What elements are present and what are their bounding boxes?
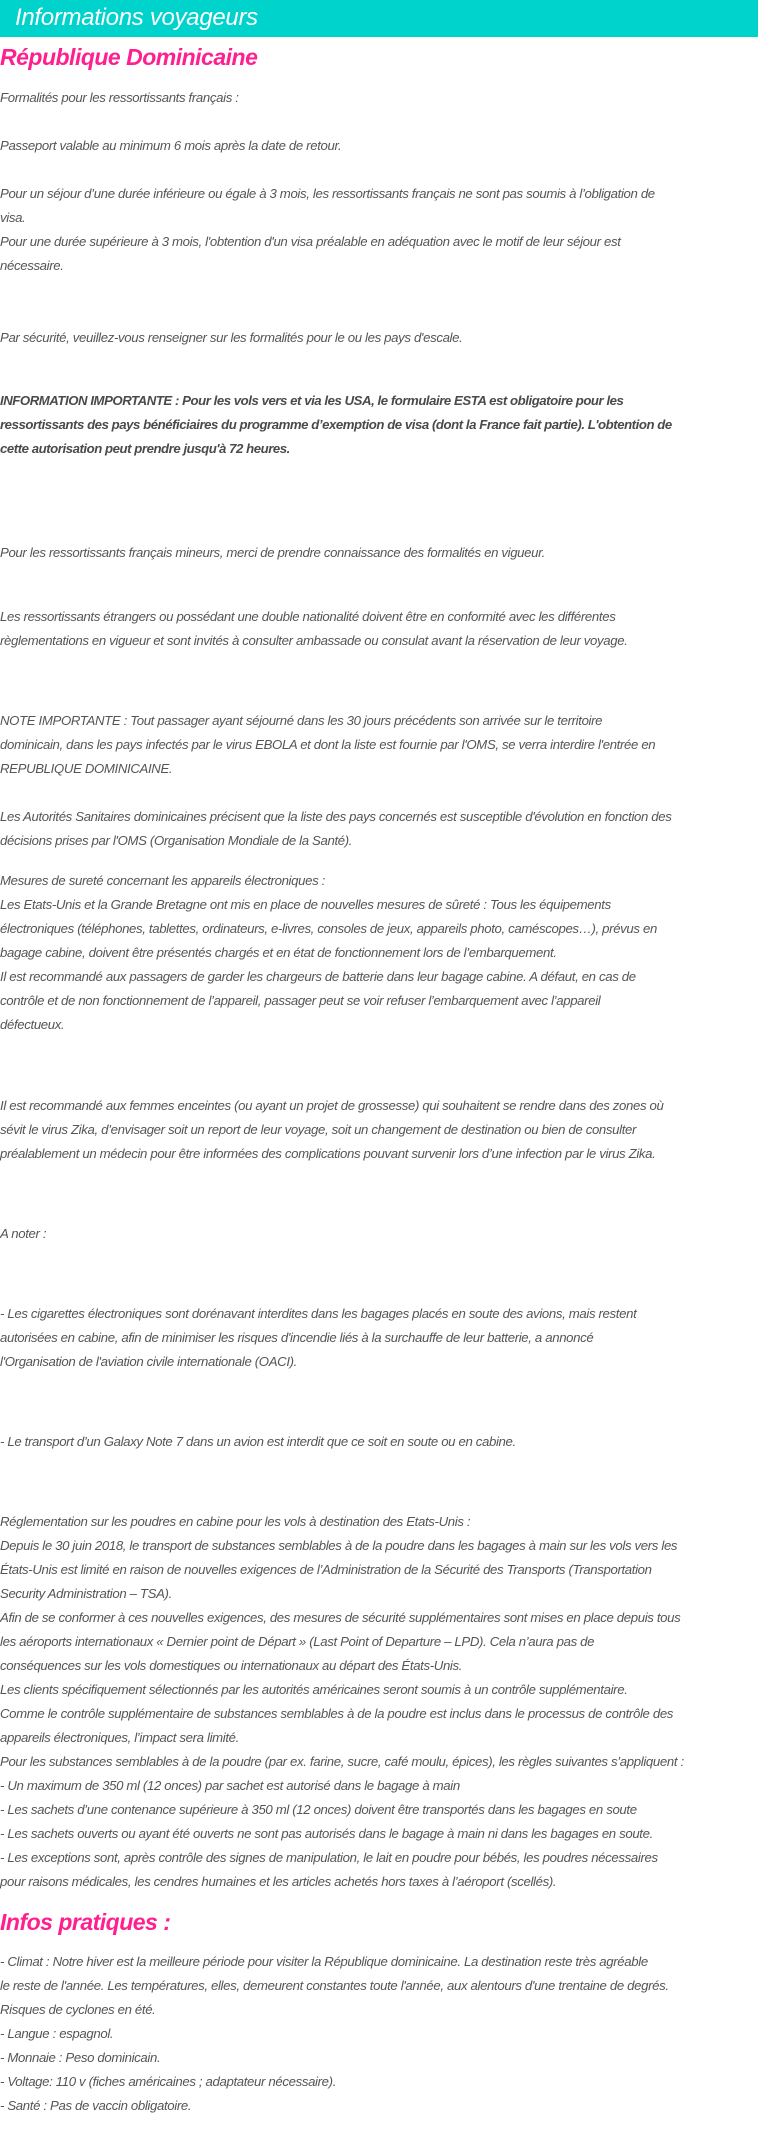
text-line: Pour les substances semblables à de la poudre (par ex. farine, sucre, café moulu, épices), les règles suivantes s’appliquent : <box>0 1754 684 1769</box>
text-line: l'Organisation de l'aviation civile internationale (OACI). <box>0 1354 297 1369</box>
esta-notice <box>0 389 758 461</box>
text-line: États-Unis est limité en raison de nouvelles exigences de l’Administration de la Sécurité des Transports (Transportation <box>0 1562 652 1577</box>
text-line: Par sécurité, veuillez-vous renseigner sur les formalités pour le ou les pays d'escale. <box>0 330 463 345</box>
note-label <box>0 1222 758 1246</box>
text-line: Security Administration – TSA). <box>0 1586 172 1601</box>
ecigarette-paragraph <box>0 1302 758 1374</box>
text-line: - Les exceptions sont, après contrôle des signes de manipulation, le lait en poudre pour bébés, les poudres nécessaires <box>0 1850 658 1865</box>
text-line: - Voltage: 110 v (fiches américaines ; adaptateur nécessaire). <box>0 2074 337 2089</box>
text-line: Formalités pour les ressortissants français : <box>0 90 239 105</box>
minors-paragraph <box>0 541 758 565</box>
text-line: dominicain, dans les pays infectés par le virus EBOLA et dont la liste est fournie par l'OMS, se verra interdire l'entrée en <box>0 737 656 752</box>
text-line: ressortissants des pays bénéficiaires du programme d’exemption de visa (dont la France fait partie). L'obtention de <box>0 417 672 432</box>
text-line: - Les sachets d’une contenance supérieure à 350 ml (12 onces) doivent être transportés dans les bagages en soute <box>0 1802 637 1817</box>
text-line: nécessaire. <box>0 258 64 273</box>
text-line: décisions prises par l'OMS (Organisation Mondiale de la Santé). <box>0 833 353 848</box>
text-line: Il est recommandé aux femmes enceintes (ou ayant un projet de grossesse) qui souhaitent se rendre dans des zones où <box>0 1098 664 1113</box>
text-line: les aéroports internationaux « Dernier point de Départ » (Last Point of Departure – LPD). Cela n’aura pas de <box>0 1634 595 1649</box>
text-line: Les Etats-Unis et la Grande Bretagne ont mis en place de nouvelles mesures de sûreté : Tous les équipements <box>0 897 611 912</box>
text-line: - Langue : espagnol. <box>0 2026 114 2041</box>
ebola-notice <box>0 709 758 781</box>
text-line: électroniques (téléphones, tablettes, ordinateurs, e-livres, consoles de jeux, appareils photo, caméscopes…), prévus en <box>0 921 657 936</box>
passport-paragraph <box>0 134 758 158</box>
text-line: Pour une durée supérieure à 3 mois, l'obtention d'un visa préalable en adéquation avec le motif de leur séjour est <box>0 234 621 249</box>
text-line: - Le transport d’un Galaxy Note 7 dans un avion est interdit que ce soit en soute ou en cabine. <box>0 1434 516 1449</box>
text-line: Réglementation sur les poudres en cabine pour les vols à destination des Etats-Unis : <box>0 1514 471 1529</box>
banner-title: Informations voyageurs <box>15 4 258 31</box>
text-line: Depuis le 30 juin 2018, le transport de substances semblables à de la poudre dans les bagages à main sur les vols vers les <box>0 1538 678 1553</box>
visa-paragraph <box>0 182 758 278</box>
text-line: - Monnaie : Peso dominicain. <box>0 2050 161 2065</box>
text-line: le reste de l'année. Les températures, elles, demeurent constantes toute l'année, aux alentours d'une trentaine de degrés. <box>0 1978 669 1993</box>
foreigners-paragraph <box>0 605 758 653</box>
text-line: règlementations en vigueur et sont invités à consulter ambassade ou consulat avant la réservation de leur voyage. <box>0 633 628 648</box>
text-line: préalablement un médecin pour être informées des complications pouvant survenir lors d’une infection par le virus Zika. <box>0 1146 656 1161</box>
powders-paragraph <box>0 1510 758 1894</box>
escale-paragraph <box>0 326 758 350</box>
text-line: - Santé : Pas de vaccin obligatoire. <box>0 2098 192 2113</box>
text-line: Les ressortissants étrangers ou possédant une double nationalité doivent être en conformité avec les différentes <box>0 609 616 624</box>
text-line: Pour les ressortissants français mineurs, merci de prendre connaissance des formalités en vigueur. <box>0 545 545 560</box>
text-line: sévit le virus Zika, d’envisager soit un report de leur voyage, soit un changement de destination ou bien de consulter <box>0 1122 637 1137</box>
text-line: Pour un séjour d’une durée inférieure ou égale à 3 mois, les ressortissants français ne sont pas soumis à l’obligation de <box>0 186 655 201</box>
oms-paragraph <box>0 805 758 853</box>
text-line: - Un maximum de 350 ml (12 onces) par sachet est autorisé dans le bagage à main <box>0 1778 460 1793</box>
text-line: - Climat : Notre hiver est la meilleure période pour visiter la République dominicaine. La destination reste très agréable <box>0 1954 648 1969</box>
text-line: pour raisons médicales, les cendres humaines et les articles achetés hors taxes à l’aéroport (scellés). <box>0 1874 557 1889</box>
text-line: visa. <box>0 210 26 225</box>
text-line: Passeport valable au minimum 6 mois après la date de retour. <box>0 138 342 153</box>
text-line: appareils électroniques, l’impact sera limité. <box>0 1730 239 1745</box>
text-line: Mesures de sureté concernant les appareils électroniques : <box>0 873 325 888</box>
text-line: Les Autorités Sanitaires dominicaines précisent que la liste des pays concernés est susceptible d'évolution en fonction des <box>0 809 672 824</box>
text-line: conséquences sur les vols domestiques ou internationaux au départ des États-Unis. <box>0 1658 463 1673</box>
text-line: NOTE IMPORTANTE : Tout passager ayant séjourné dans les 30 jours précédents son arrivée sur le territoire <box>0 713 603 728</box>
text-line: Risques de cyclones en été. <box>0 2002 156 2017</box>
text-line: Comme le contrôle supplémentaire de substances semblables à de la poudre est inclus dans le processus de contrôle des <box>0 1706 674 1721</box>
text-line: contrôle et de non fonctionnement de l’appareil, passager peut se voir refuser l’embarquement avec l’appareil <box>0 993 601 1008</box>
text-line: REPUBLIQUE DOMINICAINE. <box>0 761 173 776</box>
infos-list <box>0 1950 758 2118</box>
text-line: autorisées en cabine, afin de minimiser les risques d'incendie liés à la surchauffe de leur batterie, a annoncé <box>0 1330 594 1345</box>
formalites-label <box>0 86 758 110</box>
electronics-paragraph <box>0 869 758 1037</box>
infos-title: Infos pratiques : <box>0 1909 171 1935</box>
text-line: cette autorisation peut prendre jusqu'à 72 heures. <box>0 441 290 456</box>
text-line: A noter : <box>0 1226 47 1241</box>
galaxy-paragraph <box>0 1430 758 1454</box>
zika-paragraph <box>0 1094 758 1166</box>
text-line: Il est recommandé aux passagers de garder les chargeurs de batterie dans leur bagage cabine. A défaut, en cas de <box>0 969 636 984</box>
text-line: Afin de se conformer à ces nouvelles exigences, des mesures de sécurité supplémentaires sont mises en place depuis tous <box>0 1610 681 1625</box>
text-line: bagage cabine, doivent être présentés chargés et en état de fonctionnement lors de l’embarquement. <box>0 945 557 960</box>
text-line: - Les cigarettes électroniques sont dorénavant interdites dans les bagages placés en soute des avions, mais restent <box>0 1306 637 1321</box>
text-line: INFORMATION IMPORTANTE : Pour les vols vers et via les USA, le formulaire ESTA est obligatoire pour les <box>0 393 624 408</box>
text-line: - Les sachets ouverts ou ayant été ouverts ne sont pas autorisés dans le bagage à main ni dans les bagages en soute. <box>0 1826 653 1841</box>
country-title: République Dominicaine <box>0 44 258 70</box>
text-line: défectueux. <box>0 1017 65 1032</box>
page-banner <box>0 0 758 37</box>
text-line: Les clients spécifiquement sélectionnés par les autorités américaines seront soumis à un contrôle supplémentaire. <box>0 1682 628 1697</box>
